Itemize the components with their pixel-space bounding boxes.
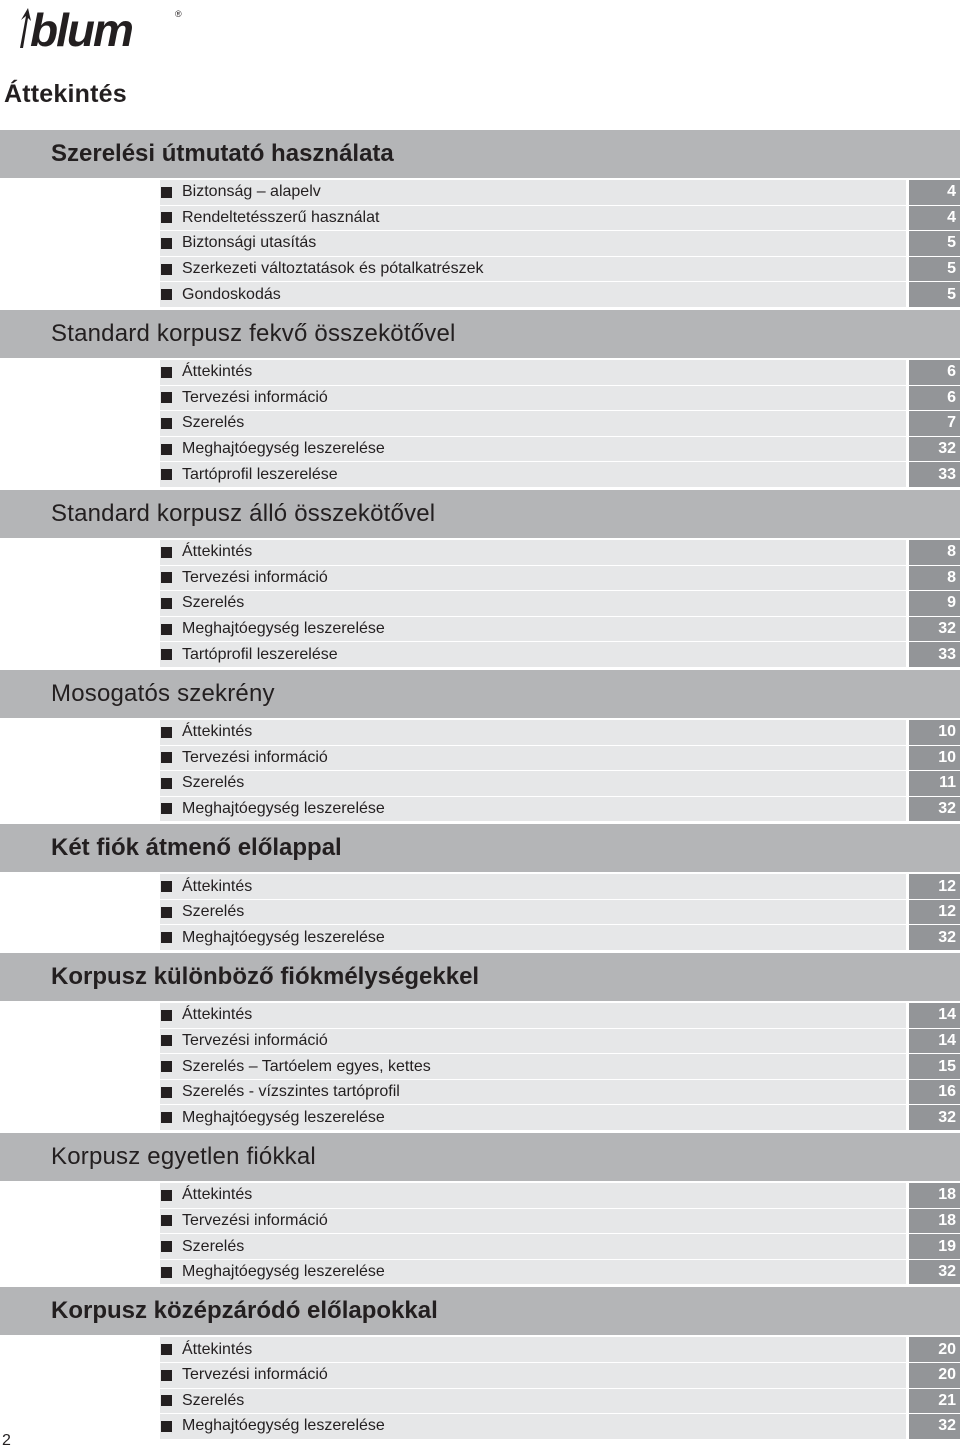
toc-page-number: 32 [909,1414,960,1440]
toc-entry-label: Szerelés [182,903,245,921]
square-bullet-icon [161,1267,172,1278]
toc-page-number: 14 [909,1003,960,1029]
header [0,0,960,56]
toc-entry [160,1080,906,1106]
toc-entry [160,1363,906,1389]
section-heading [0,824,960,872]
section-heading [0,1287,960,1335]
section-title: Két fiók átmenő előlappal [51,834,342,862]
toc-page-number: 4 [909,180,960,206]
section-items [0,1003,960,1131]
toc-page-number: 8 [909,540,960,566]
toc-page-number: 19 [909,1234,960,1260]
toc-entry-label: Tartóprofil leszerelése [182,645,338,663]
blum-logo [6,4,186,54]
square-bullet-icon [161,264,172,275]
toc-entry-label: Tervezési információ [182,568,328,586]
toc-entry-label: Meghajtóegység leszerelése [182,1108,385,1126]
toc-row [160,540,960,566]
toc-page-number: 9 [909,591,960,617]
section-items [0,180,960,308]
toc-page-number: 21 [909,1389,960,1415]
toc-entry [160,257,906,283]
toc-row [160,180,960,206]
toc-page-number: 5 [909,282,960,308]
square-bullet-icon [161,727,172,738]
toc-row [160,1260,960,1286]
toc-row [160,1363,960,1389]
toc-row [160,1209,960,1235]
toc-row [160,257,960,283]
section-title: Standard korpusz álló összekötővel [51,499,436,527]
section-items [0,360,960,488]
toc-entry [160,720,906,746]
toc-entry-label: Tervezési információ [182,1211,328,1229]
toc-entry [160,1337,906,1363]
toc-page-number: 20 [909,1363,960,1389]
toc-entry [160,1209,906,1235]
section-items [0,1337,960,1439]
section-items [0,874,960,951]
square-bullet-icon [161,1241,172,1252]
toc-row [160,1105,960,1131]
square-bullet-icon [161,367,172,378]
square-bullet-icon [161,444,172,455]
toc-page-number: 8 [909,566,960,592]
square-bullet-icon [161,1190,172,1201]
toc-entry [160,540,906,566]
toc-entry [160,1389,906,1415]
toc-row [160,925,960,951]
toc-entry-label: Rendeltetésszerű használat [182,208,380,226]
square-bullet-icon [161,187,172,198]
toc-entry-label: Meghajtóegység leszerelése [182,799,385,817]
page-title: Áttekintés [4,80,127,108]
toc-entry [160,746,906,772]
toc-page-number: 33 [909,462,960,488]
brand-wordmark: blum [30,4,132,54]
toc-entry-label: Szerelés [182,414,245,432]
page-number: 2 [2,1432,11,1449]
toc-entry-label: Áttekintés [182,1186,253,1204]
toc-entry-label: Áttekintés [182,363,253,381]
toc-row [160,1183,960,1209]
toc-entry-label: Tervezési információ [182,748,328,766]
section-heading [0,1133,960,1181]
square-bullet-icon [161,649,172,660]
toc-page-number: 11 [909,771,960,797]
square-bullet-icon [161,289,172,300]
toc-page-number: 32 [909,925,960,951]
toc-page-number: 32 [909,797,960,823]
toc-entry-label: Gondoskodás [182,285,281,303]
toc-row [160,411,960,437]
toc-entry [160,1183,906,1209]
toc-entry-label: Tervezési információ [182,1366,328,1384]
toc-page-number: 18 [909,1209,960,1235]
section-items [0,720,960,822]
toc-entry [160,360,906,386]
toc-entry-label: Tervezési információ [182,388,328,406]
toc-row [160,617,960,643]
toc-row [160,1234,960,1260]
toc-page-number: 10 [909,746,960,772]
toc-entry [160,1105,906,1131]
square-bullet-icon [161,1215,172,1226]
toc-row [160,282,960,308]
toc-row [160,231,960,257]
toc-entry-label: Szerelés - vízszintes tartóprofil [182,1083,400,1101]
section-heading [0,490,960,538]
section-heading [0,310,960,358]
toc-entry [160,1003,906,1029]
square-bullet-icon [161,418,172,429]
toc-entry-label: Meghajtóegység leszerelése [182,440,385,458]
toc-entry-label: Szerelés – Tartóelem egyes, kettes [182,1057,431,1075]
square-bullet-icon [161,572,172,583]
square-bullet-icon [161,1421,172,1432]
toc-row [160,1029,960,1055]
toc-entry-label: Áttekintés [182,1340,253,1358]
registered-mark: ® [175,9,182,19]
toc-entry-label: Meghajtóegység leszerelése [182,928,385,946]
toc-row [160,797,960,823]
toc-row [160,746,960,772]
square-bullet-icon [161,803,172,814]
square-bullet-icon [161,1035,172,1046]
section-title: Korpusz középzáródó előlapokkal [51,1297,438,1325]
toc-page-number: 12 [909,874,960,900]
toc-entry [160,771,906,797]
square-bullet-icon [161,392,172,403]
square-bullet-icon [161,624,172,635]
toc-row [160,771,960,797]
toc-entry [160,437,906,463]
toc-entry-label: Szerelés [182,774,245,792]
toc-page-number: 14 [909,1029,960,1055]
toc-row [160,1414,960,1440]
toc-row [160,566,960,592]
toc-entry [160,1234,906,1260]
square-bullet-icon [161,1010,172,1021]
square-bullet-icon [161,598,172,609]
section-title: Szerelési útmutató használata [51,140,394,167]
section-title: Mosogatós szekrény [51,679,275,707]
toc-entry-label: Szerelés [182,594,245,612]
square-bullet-icon [161,1344,172,1355]
toc-entry [160,1260,906,1286]
toc-entry-label: Tervezési információ [182,1031,328,1049]
table-of-contents [0,130,960,1442]
toc-entry [160,1414,906,1440]
toc-page-number: 5 [909,257,960,283]
toc-entry-label: Biztonság – alapelv [182,183,321,201]
toc-row [160,206,960,232]
toc-entry-label: Szerelés [182,1237,245,1255]
toc-page-number: 10 [909,720,960,746]
toc-row [160,386,960,412]
toc-page-number: 32 [909,1260,960,1286]
toc-entry-label: Szerelés [182,1391,245,1409]
toc-entry-label: Meghajtóegység leszerelése [182,620,385,638]
toc-page-number: 7 [909,411,960,437]
section-title: Korpusz egyetlen fiókkal [51,1143,316,1171]
section-title: Korpusz különböző fiókmélységekkel [51,963,480,991]
toc-entry [160,874,906,900]
toc-entry [160,925,906,951]
square-bullet-icon [161,932,172,943]
toc-page-number: 15 [909,1054,960,1080]
toc-entry [160,206,906,232]
toc-entry [160,386,906,412]
toc-entry [160,282,906,308]
toc-page-number: 18 [909,1183,960,1209]
toc-entry-label: Áttekintés [182,543,253,561]
section-heading [0,130,960,178]
toc-row [160,360,960,386]
section-title: Standard korpusz fekvő összekötővel [51,319,456,347]
square-bullet-icon [161,778,172,789]
section-items [0,1183,960,1285]
toc-page-number: 16 [909,1080,960,1106]
toc-row [160,1003,960,1029]
toc-page-number: 6 [909,360,960,386]
toc-entry-label: Tartóprofil leszerelése [182,465,338,483]
toc-row [160,1054,960,1080]
toc-entry [160,231,906,257]
toc-page-number: 6 [909,386,960,412]
square-bullet-icon [161,212,172,223]
toc-entry-label: Áttekintés [182,877,253,895]
square-bullet-icon [161,238,172,249]
toc-page-number: 32 [909,1105,960,1131]
toc-row [160,437,960,463]
toc-entry-label: Meghajtóegység leszerelése [182,1417,385,1435]
section-heading [0,670,960,718]
square-bullet-icon [161,752,172,763]
toc-entry-label: Áttekintés [182,723,253,741]
square-bullet-icon [161,469,172,480]
square-bullet-icon [161,547,172,558]
square-bullet-icon [161,1061,172,1072]
square-bullet-icon [161,907,172,918]
toc-entry [160,180,906,206]
toc-entry [160,617,906,643]
toc-row [160,462,960,488]
toc-entry [160,900,906,926]
toc-row [160,874,960,900]
toc-entry [160,591,906,617]
toc-entry-label: Áttekintés [182,1006,253,1024]
square-bullet-icon [161,881,172,892]
toc-page-number: 4 [909,206,960,232]
square-bullet-icon [161,1395,172,1406]
square-bullet-icon [161,1112,172,1123]
toc-page-number: 32 [909,617,960,643]
section-items [0,540,960,668]
toc-entry [160,1054,906,1080]
toc-page-number: 20 [909,1337,960,1363]
toc-page-number: 33 [909,642,960,668]
toc-row [160,591,960,617]
toc-entry-label: Szerkezeti változtatások és pótalkatrészek [182,260,484,278]
toc-entry [160,411,906,437]
toc-row [160,1337,960,1363]
toc-entry [160,566,906,592]
section-heading [0,953,960,1001]
toc-row [160,720,960,746]
toc-page-number: 5 [909,231,960,257]
toc-row [160,900,960,926]
toc-row [160,642,960,668]
toc-entry-label: Biztonsági utasítás [182,234,317,252]
square-bullet-icon [161,1370,172,1381]
toc-page-number: 32 [909,437,960,463]
toc-page-number: 12 [909,900,960,926]
toc-entry-label: Meghajtóegység leszerelése [182,1263,385,1281]
toc-entry [160,642,906,668]
toc-entry [160,1029,906,1055]
toc-entry [160,462,906,488]
square-bullet-icon [161,1087,172,1098]
toc-entry [160,797,906,823]
toc-row [160,1080,960,1106]
toc-row [160,1389,960,1415]
